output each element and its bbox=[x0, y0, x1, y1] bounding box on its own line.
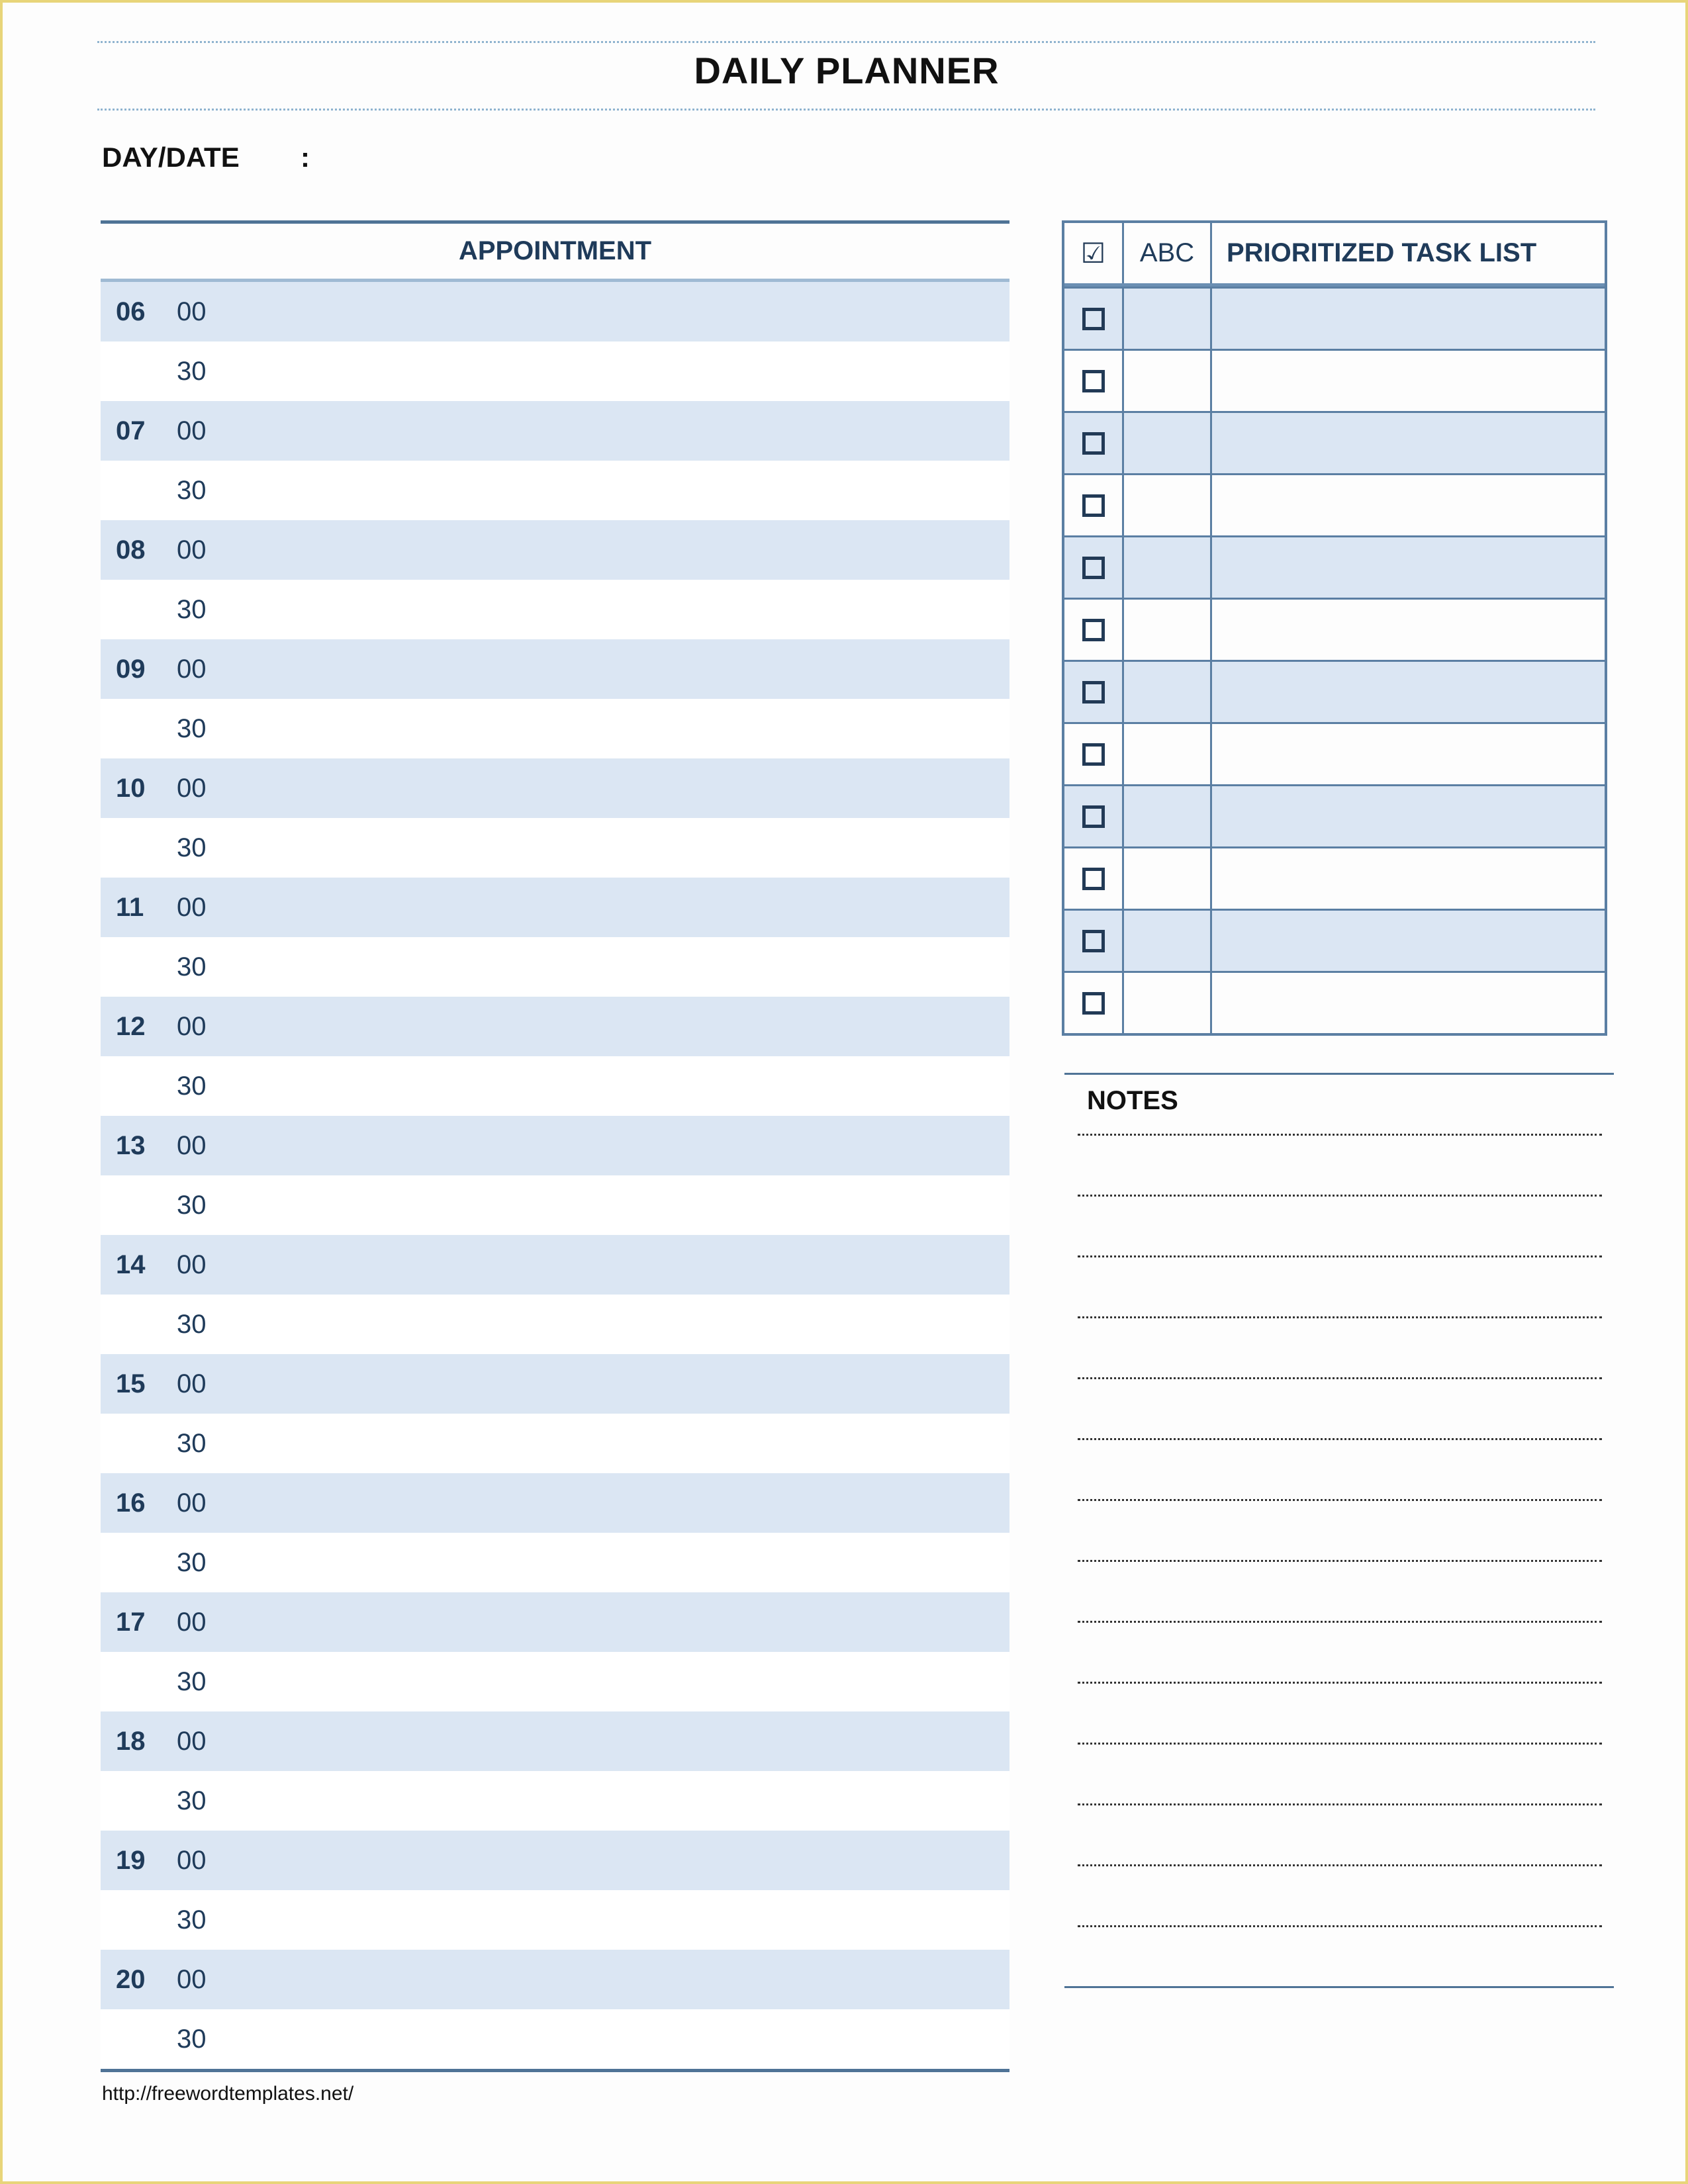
slot-minute: 30 bbox=[177, 356, 207, 386]
task-row bbox=[1064, 971, 1605, 1033]
notes-title: NOTES bbox=[1087, 1086, 1178, 1115]
task-text-cell[interactable] bbox=[1212, 475, 1605, 535]
appointment-slot[interactable] bbox=[101, 520, 1009, 580]
notes-line[interactable] bbox=[1078, 1560, 1602, 1562]
notes-line[interactable] bbox=[1078, 1925, 1602, 1927]
appointment-slot[interactable] bbox=[101, 1414, 1009, 1473]
slot-minute: 30 bbox=[177, 1428, 207, 1458]
slot-minute: 00 bbox=[177, 1130, 207, 1160]
task-list-header-row bbox=[1064, 223, 1605, 287]
appointment-slot[interactable] bbox=[101, 1295, 1009, 1354]
appointment-slot[interactable] bbox=[101, 1831, 1009, 1890]
task-row bbox=[1064, 535, 1605, 598]
task-row bbox=[1064, 660, 1605, 722]
day-date-field[interactable]: : bbox=[301, 142, 310, 173]
page-title: DAILY PLANNER bbox=[694, 50, 1000, 91]
slot-minute: 30 bbox=[177, 2024, 207, 2054]
task-check-cell[interactable] bbox=[1064, 537, 1124, 598]
notes-line[interactable] bbox=[1078, 1255, 1602, 1257]
task-priority-cell[interactable] bbox=[1124, 413, 1212, 473]
slot-hour: 19 bbox=[116, 1845, 146, 1875]
task-priority-cell[interactable] bbox=[1124, 786, 1212, 846]
task-check-cell[interactable] bbox=[1064, 973, 1124, 1033]
task-text-cell[interactable] bbox=[1212, 848, 1605, 909]
appointment-slot[interactable] bbox=[101, 1116, 1009, 1175]
appointment-slot[interactable] bbox=[101, 937, 1009, 997]
slot-minute: 30 bbox=[177, 1547, 207, 1577]
slot-minute: 30 bbox=[177, 1905, 207, 1934]
slot-hour: 18 bbox=[116, 1726, 146, 1756]
slot-hour: 08 bbox=[116, 535, 146, 565]
appointment-slots bbox=[101, 282, 1009, 2069]
task-priority-cell[interactable] bbox=[1124, 351, 1212, 411]
task-checkbox[interactable] bbox=[1082, 681, 1105, 704]
slot-minute: 00 bbox=[177, 892, 207, 922]
task-row bbox=[1064, 473, 1605, 535]
slot-minute: 00 bbox=[177, 1250, 207, 1279]
slot-hour: 09 bbox=[116, 654, 146, 684]
check-header-cell bbox=[1064, 223, 1124, 283]
notes-line[interactable] bbox=[1078, 1803, 1602, 1805]
appointment-slot[interactable] bbox=[101, 1771, 1009, 1831]
task-checkbox[interactable] bbox=[1082, 557, 1105, 579]
task-priority-cell[interactable] bbox=[1124, 724, 1212, 784]
appointment-slot[interactable] bbox=[101, 1890, 1009, 1950]
notes-line[interactable] bbox=[1078, 1743, 1602, 1745]
appointment-section bbox=[101, 220, 1009, 2072]
appointment-slot[interactable] bbox=[101, 1235, 1009, 1295]
task-text-cell[interactable] bbox=[1212, 413, 1605, 473]
slot-hour: 11 bbox=[116, 892, 144, 922]
task-checkbox[interactable] bbox=[1082, 432, 1105, 455]
slot-hour: 15 bbox=[116, 1369, 146, 1398]
footer-url[interactable]: http://freewordtemplates.net/ bbox=[102, 2083, 354, 2105]
appointment-slot[interactable] bbox=[101, 461, 1009, 520]
task-priority-cell[interactable] bbox=[1124, 911, 1212, 971]
task-checkbox[interactable] bbox=[1082, 494, 1105, 517]
appointment-header: APPOINTMENT bbox=[101, 220, 1009, 282]
task-checkbox[interactable] bbox=[1082, 992, 1105, 1015]
notes-line[interactable] bbox=[1078, 1864, 1602, 1866]
task-check-cell[interactable] bbox=[1064, 848, 1124, 909]
task-check-cell[interactable] bbox=[1064, 600, 1124, 660]
task-text-cell[interactable] bbox=[1212, 289, 1605, 349]
task-check-cell[interactable] bbox=[1064, 413, 1124, 473]
task-checkbox[interactable] bbox=[1082, 308, 1105, 330]
task-priority-cell[interactable] bbox=[1124, 537, 1212, 598]
notes-section bbox=[1064, 1073, 1614, 1115]
task-text-cell[interactable] bbox=[1212, 537, 1605, 598]
task-check-cell[interactable] bbox=[1064, 662, 1124, 722]
slot-minute: 00 bbox=[177, 1011, 207, 1041]
appointment-slot[interactable] bbox=[101, 401, 1009, 461]
task-priority-cell[interactable] bbox=[1124, 848, 1212, 909]
task-text-cell[interactable] bbox=[1212, 600, 1605, 660]
appointment-slot[interactable] bbox=[101, 1473, 1009, 1533]
top-dotted-rule bbox=[97, 41, 1595, 43]
task-row bbox=[1064, 909, 1605, 971]
slot-hour: 16 bbox=[116, 1488, 146, 1518]
task-checkbox[interactable] bbox=[1082, 868, 1105, 890]
appointment-bottom-rule bbox=[101, 2069, 1009, 2072]
task-checkbox[interactable] bbox=[1082, 930, 1105, 952]
title-dotted-rule bbox=[97, 109, 1595, 111]
slot-minute: 00 bbox=[177, 1369, 207, 1398]
notes-line[interactable] bbox=[1078, 1621, 1602, 1623]
notes-top-rule bbox=[1064, 1073, 1614, 1075]
appointment-slot[interactable] bbox=[101, 282, 1009, 341]
task-priority-cell[interactable] bbox=[1124, 475, 1212, 535]
task-check-cell[interactable] bbox=[1064, 786, 1124, 846]
appointment-slot[interactable] bbox=[101, 878, 1009, 937]
task-text-cell[interactable] bbox=[1212, 911, 1605, 971]
task-text-cell[interactable] bbox=[1212, 786, 1605, 846]
appointment-slot[interactable] bbox=[101, 818, 1009, 878]
task-check-cell[interactable] bbox=[1064, 289, 1124, 349]
task-row bbox=[1064, 722, 1605, 784]
slot-hour: 20 bbox=[116, 1964, 146, 1994]
task-row bbox=[1064, 411, 1605, 473]
slot-minute: 00 bbox=[177, 1726, 207, 1756]
task-priority-cell[interactable] bbox=[1124, 289, 1212, 349]
task-row bbox=[1064, 784, 1605, 846]
abc-header: ABC bbox=[1124, 223, 1212, 283]
slot-minute: 00 bbox=[177, 1964, 207, 1994]
task-checkbox[interactable] bbox=[1082, 743, 1105, 766]
slot-hour: 06 bbox=[116, 296, 146, 326]
appointment-slot[interactable] bbox=[101, 2009, 1009, 2069]
appointment-slot[interactable] bbox=[101, 1354, 1009, 1414]
slot-minute: 30 bbox=[177, 833, 207, 862]
notes-line[interactable] bbox=[1078, 1682, 1602, 1684]
notes-line[interactable] bbox=[1078, 1499, 1602, 1501]
notes-line[interactable] bbox=[1078, 1316, 1602, 1318]
slot-minute: 30 bbox=[177, 1666, 207, 1696]
slot-minute: 00 bbox=[177, 296, 207, 326]
day-date-label: DAY/DATE bbox=[102, 142, 240, 173]
prioritized-task-list bbox=[1062, 220, 1607, 1036]
notes-line[interactable] bbox=[1078, 1134, 1602, 1136]
slot-minute: 00 bbox=[177, 1845, 207, 1875]
appointment-slot[interactable] bbox=[101, 1533, 1009, 1592]
slot-minute: 30 bbox=[177, 1786, 207, 1815]
appointment-slot[interactable] bbox=[101, 1711, 1009, 1771]
slot-hour: 07 bbox=[116, 416, 146, 445]
appointment-slot[interactable] bbox=[101, 639, 1009, 699]
task-priority-cell[interactable] bbox=[1124, 973, 1212, 1033]
task-check-cell[interactable] bbox=[1064, 475, 1124, 535]
task-row bbox=[1064, 349, 1605, 411]
task-row bbox=[1064, 846, 1605, 909]
appointment-slot[interactable] bbox=[101, 341, 1009, 401]
slot-minute: 30 bbox=[177, 1190, 207, 1220]
appointment-slot[interactable] bbox=[101, 1056, 1009, 1116]
notes-line[interactable] bbox=[1078, 1195, 1602, 1197]
appointment-slot[interactable] bbox=[101, 997, 1009, 1056]
slot-minute: 00 bbox=[177, 1488, 207, 1518]
task-row bbox=[1064, 598, 1605, 660]
task-text-cell[interactable] bbox=[1212, 662, 1605, 722]
slot-minute: 00 bbox=[177, 416, 207, 445]
slot-minute: 00 bbox=[177, 1607, 207, 1637]
notes-bottom-rule bbox=[1064, 1986, 1614, 1988]
appointment-slot[interactable] bbox=[101, 580, 1009, 639]
notes-line[interactable] bbox=[1078, 1377, 1602, 1379]
task-text-cell[interactable] bbox=[1212, 351, 1605, 411]
slot-minute: 30 bbox=[177, 713, 207, 743]
slot-hour: 17 bbox=[116, 1607, 146, 1637]
slot-minute: 00 bbox=[177, 773, 207, 803]
task-check-cell[interactable] bbox=[1064, 351, 1124, 411]
task-checkbox[interactable] bbox=[1082, 805, 1105, 828]
appointment-slot[interactable] bbox=[101, 1592, 1009, 1652]
appointment-slot[interactable] bbox=[101, 758, 1009, 818]
task-priority-cell[interactable] bbox=[1124, 600, 1212, 660]
slot-hour: 13 bbox=[116, 1130, 146, 1160]
task-text-cell[interactable] bbox=[1212, 973, 1605, 1033]
slot-hour: 12 bbox=[116, 1011, 146, 1041]
task-checkbox[interactable] bbox=[1082, 370, 1105, 392]
appointment-slot[interactable] bbox=[101, 1652, 1009, 1711]
appointment-slot[interactable] bbox=[101, 1950, 1009, 2009]
task-row bbox=[1064, 287, 1605, 349]
slot-minute: 00 bbox=[177, 654, 207, 684]
checked-box-icon: ☑ bbox=[1080, 237, 1106, 269]
task-check-cell[interactable] bbox=[1064, 724, 1124, 784]
notes-line[interactable] bbox=[1078, 1438, 1602, 1440]
slot-minute: 30 bbox=[177, 1071, 207, 1101]
slot-minute: 30 bbox=[177, 1309, 207, 1339]
slot-hour: 10 bbox=[116, 773, 146, 803]
slot-minute: 30 bbox=[177, 952, 207, 981]
task-checkbox[interactable] bbox=[1082, 619, 1105, 641]
task-priority-cell[interactable] bbox=[1124, 662, 1212, 722]
task-list-header: PRIORITIZED TASK LIST bbox=[1227, 238, 1537, 267]
slot-minute: 30 bbox=[177, 594, 207, 624]
task-text-cell[interactable] bbox=[1212, 724, 1605, 784]
slot-minute: 00 bbox=[177, 535, 207, 565]
slot-minute: 30 bbox=[177, 475, 207, 505]
task-check-cell[interactable] bbox=[1064, 911, 1124, 971]
appointment-slot[interactable] bbox=[101, 1175, 1009, 1235]
appointment-slot[interactable] bbox=[101, 699, 1009, 758]
slot-hour: 14 bbox=[116, 1250, 146, 1279]
